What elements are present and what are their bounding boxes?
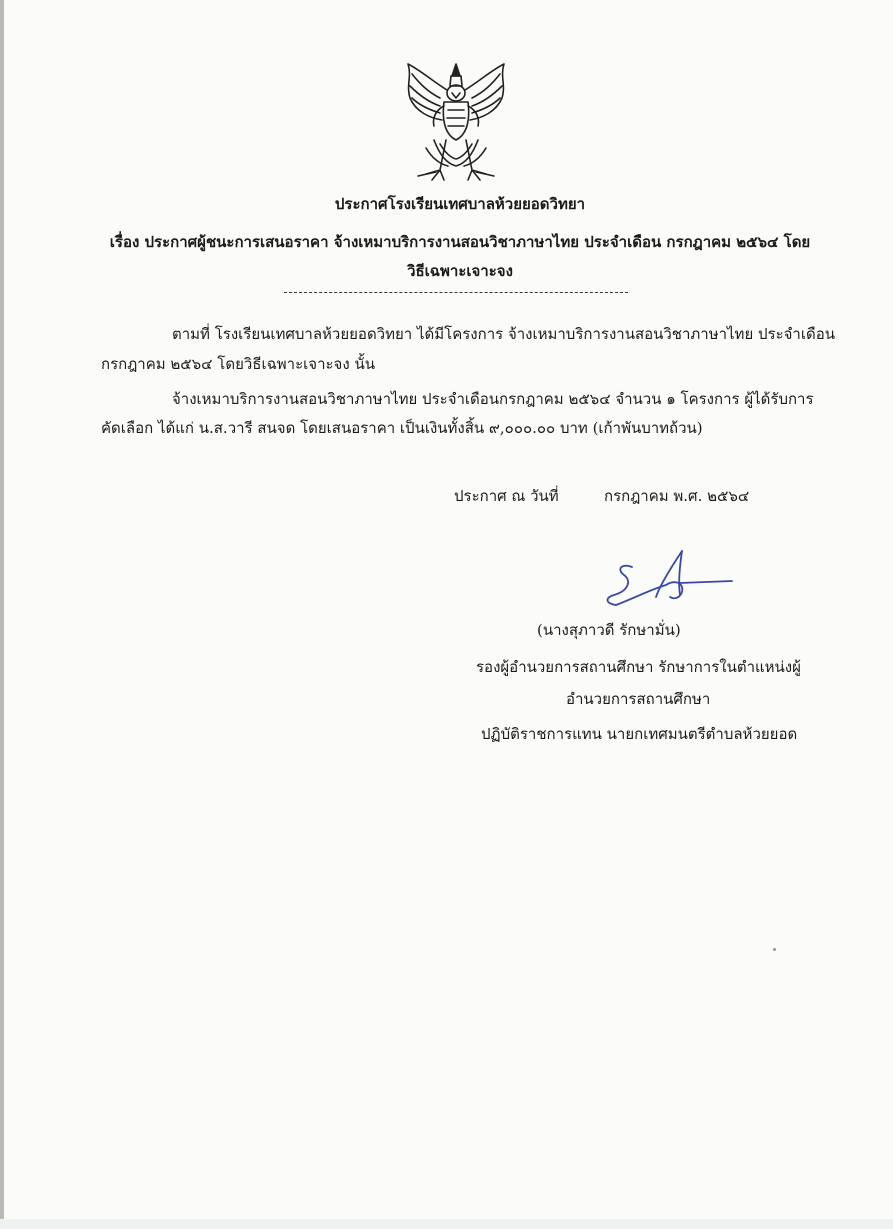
announcement-subject-line-2: วิธีเฉพาะเจาะจง: [407, 262, 513, 280]
signatory-position-line-2: อำนวยการสถานศึกษา: [566, 690, 711, 708]
announcement-title: ประกาศโรงเรียนเทศบาลห้วยยอดวิทยา: [334, 195, 586, 213]
scan-speck: [773, 948, 776, 951]
divider-line: [284, 292, 628, 293]
announce-date: กรกฎาคม พ.ศ. ๒๕๖๔: [604, 487, 750, 505]
signatory-position-line-1: รองผู้อำนวยการสถานศึกษา รักษาการในตำแหน่งผู้: [476, 658, 801, 676]
signatory-name: (นางสุภาวดี รักษามั่น): [537, 621, 681, 639]
handwritten-signature: [596, 545, 736, 615]
paragraph-2-line-1: จ้างเหมาบริการงานสอนวิชาภาษาไทย ประจำเดือนกรกฎาคม ๒๕๖๔ จำนวน ๑ โครงการ ผู้ได้รับการ: [172, 390, 814, 408]
scan-edge-bottom: [0, 1219, 893, 1229]
paragraph-1-line-2: กรกฎาคม ๒๕๖๔ โดยวิธีเฉพาะเจาะจง นั้น: [101, 355, 375, 373]
announcement-subject-line-1: เรื่อง ประกาศผู้ชนะการเสนอราคา จ้างเหมาบริการงานสอนวิชาภาษาไทย ประจำเดือน กรกฎาคม ๒๕๖๔ โดย: [109, 233, 811, 251]
garuda-emblem-icon: [396, 60, 516, 186]
paragraph-2-line-2: คัดเลือก ได้แก่ น.ส.วารี สนจด โดยเสนอราคา เป็นเงินทั้งสิ้น ๙,๐๐๐.๐๐ บาท (เก้าพันบาทถ้วน): [101, 419, 703, 437]
signatory-position-line-3: ปฏิบัติราชการแทน นายกเทศมนตรีตำบลห้วยยอด: [481, 725, 798, 743]
announce-label: ประกาศ ณ วันที่: [454, 487, 559, 505]
scan-edge-left: [0, 0, 4, 1229]
paragraph-1-line-1: ตามที่ โรงเรียนเทศบาลห้วยยอดวิทยา ได้มีโครงการ จ้างเหมาบริการงานสอนวิชาภาษาไทย ประจำเดือน: [172, 325, 835, 343]
